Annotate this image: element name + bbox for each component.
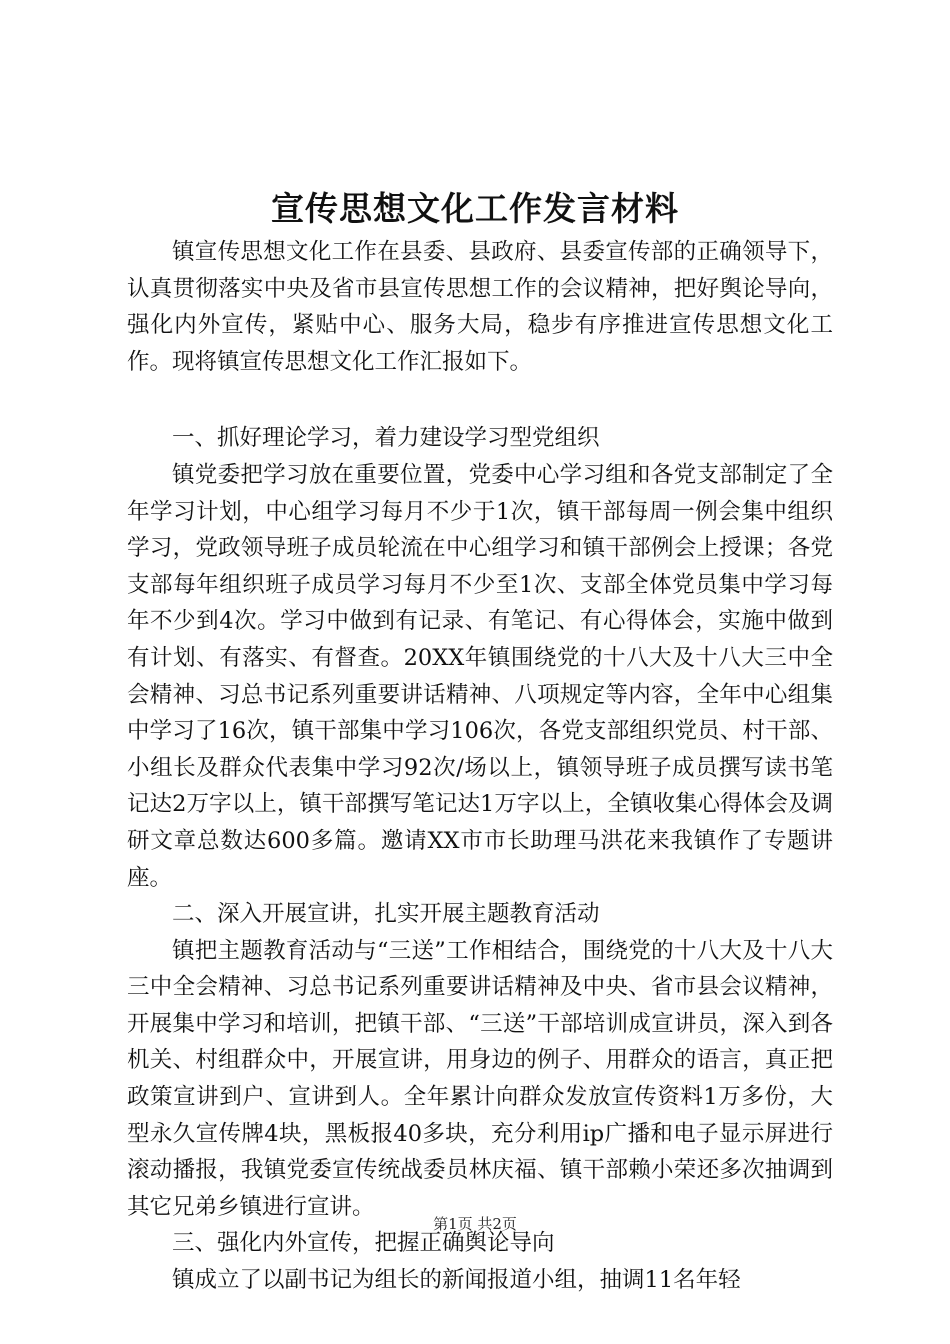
section-heading-2: 二、深入开展宣讲，扎实开展主题教育活动: [172, 901, 600, 928]
section-heading-3: 三、强化内外宣传，把握正确舆论导向: [172, 1230, 555, 1257]
document-body: [127, 234, 833, 1299]
section-body-1: 镇党委把学习放在重要位置，党委中心学习组和各党支部制定了全年学习计划，中心组学习每月不少于1次，镇干部每周一例会集中组织学习，党政领导班子成员轮流在中心组学习和镇干部例会上授课；各党支部每年组织班子成员学习每月不少至1次、支部全体党员集中学习每年不少到4次。学习中做到有记录、有笔记、有心得体会，实施中做到有计划、有落实、有督查。20XX年镇围绕党的十八大及十八大三中全会精神、习总书记系列重要讲话精神、八项规定等内容，全年中心组集中学习了16次，镇干部集中学习106次，各党支部组织党员、村干部、小组长及群众代表集中学习92次/场以上，镇领导班子成员撰写读书笔记达2万字以上，镇干部撰写笔记达1万字以上，全镇收集心得体会及调研文章总数达600多篇。邀请XX市市长助理马洪花来我镇作了专题讲座。: [127, 461, 833, 891]
section-body-3: 镇成立了以副书记为组长的新闻报道小组，抽调11名年轻: [172, 1267, 741, 1294]
section-body-2: 镇把主题教育活动与“三送”工作相结合，围绕党的十八大及十八大三中全会精神、习总书记系列重要讲话精神及中央、省市县会议精神，开展集中学习和培训，把镇干部、“三送”干部培训成宣讲员，深入到各机关、村组群众中，开展宣讲，用身边的例子、用群众的语言，真正把政策宣讲到户、宣讲到人。全年累计向群众发放宣传资料1万多份，大型永久宣传牌4块，黑板报40多块，充分利用ip广播和电子显示屏进行滚动播报，我镇党委宣传统战委员林庆福、镇干部赖小荣还多次抽调到其它兄弟乡镇进行宣讲。: [127, 937, 833, 1220]
document-title: 宣传思想文化工作发言材料: [271, 189, 679, 228]
page-number-footer: 第1页 共2页: [433, 1215, 517, 1233]
paragraph-gap: [127, 380, 833, 420]
section-heading-1: 一、抓好理论学习，着力建设学习型党组织: [172, 425, 600, 452]
intro-paragraph: 镇宣传思想文化工作在县委、县政府、县委宣传部的正确领导下，认真贯彻落实中央及省市县宣传思想工作的会议精神，把好舆论导向，强化内外宣传，紧贴中心、服务大局，稳步有序推进宣传思想文化工作。现将镇宣传思想文化工作汇报如下。: [127, 239, 833, 375]
